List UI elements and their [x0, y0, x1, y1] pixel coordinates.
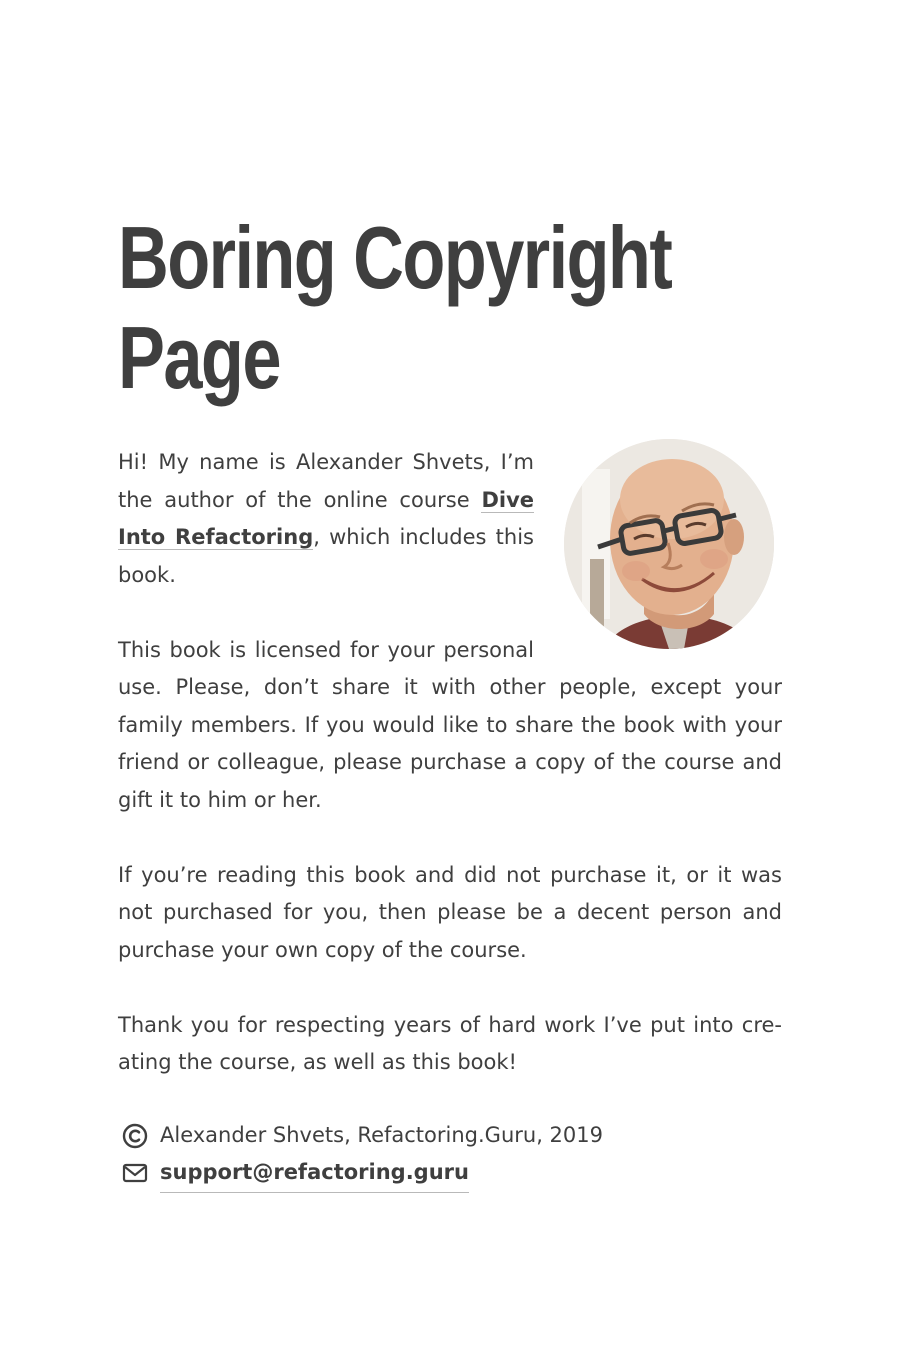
intro-text-before-link: Hi! My name is Alexander Shvets, I’m the author of the online course [118, 450, 534, 512]
body-text [118, 444, 782, 1192]
thanks-paragraph: Thank you for respecting years of hard work I’ve put into creating the course, as well as this book! [118, 1012, 782, 1074]
license-paragraph: This book is licensed for your personal use. Please, don’t share it with other people, except your family members. If you would like to share the book with your friend or colleague, please purchase a copy of the course and gift it to him or her. [118, 637, 782, 812]
envelope-icon [122, 1160, 148, 1186]
page-title-line1: Boring Copyright [118, 208, 672, 307]
page-title [118, 208, 782, 408]
copyright-text: Alexander Shvets, Refactoring.Guru, 2019 [160, 1123, 603, 1147]
copyright-icon [122, 1123, 148, 1149]
copyright-page [118, 208, 782, 1192]
author-photo-illustration [564, 439, 774, 649]
email-row [118, 1155, 782, 1193]
course-link[interactable]: Dive Into Refactoring [118, 487, 534, 549]
not-purchased-paragraph: If you’re reading this book and did not purchase it, or it was not purchased for you, then please be a decent person and purchase your own copy of the course. [118, 862, 782, 962]
page-title-line2: Page [118, 308, 280, 407]
copyright-row [118, 1117, 782, 1155]
author-photo [564, 439, 774, 649]
footer [118, 1117, 782, 1192]
support-email-link[interactable]: support@refactoring.guru [160, 1154, 469, 1193]
intro-text-after-link: , which includes this book. [118, 525, 534, 587]
